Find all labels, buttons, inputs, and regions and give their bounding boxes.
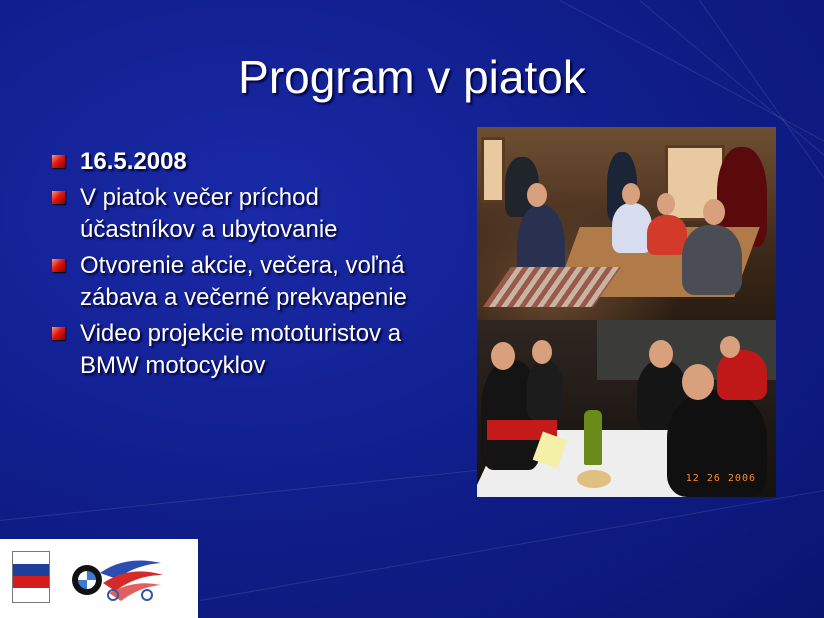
person [612,203,652,253]
bench [483,267,621,307]
person-head [657,193,675,215]
bullet-item [50,182,430,246]
bullet-text: V piatok večer príchod účastníkov a ubytovanie [80,184,338,243]
person-head [527,183,547,207]
person-head [682,364,714,400]
person-head [532,340,552,364]
slide-title: Program v piatok [238,51,586,103]
bullet-marker-icon [52,191,65,204]
club-emblem-icon [12,551,50,603]
bullet-list [50,146,430,386]
photo-datestamp: 12 26 2006 [685,473,756,484]
bullet-marker-icon [52,155,65,168]
person-head [720,336,740,358]
bottle [584,410,602,465]
person-head [491,342,515,370]
bullet-item [50,250,430,314]
motorcycle-swoosh-icon [95,553,165,603]
bullet-item [50,146,430,178]
person [647,215,687,255]
bullet-text: Video projekcie mototuristov a BMW motocyklov [80,320,402,379]
person [682,225,742,295]
logo-area [0,539,198,618]
bullet-text: Otvorenie akcie, večera, voľná zábava a večerné prekvapenie [80,252,407,311]
person [717,350,767,400]
bullet-text: 16.5.2008 [80,148,187,175]
photo-restaurant-dinner [477,320,776,497]
person-head [649,340,673,368]
bullet-marker-icon [52,259,65,272]
bread [577,470,611,488]
photo-cabin-dinner [477,127,776,320]
bullet-marker-icon [52,327,65,340]
bullet-item [50,318,430,382]
person-head [622,183,640,205]
background-ray [200,489,824,601]
window [481,137,505,203]
photo-collage [477,127,776,497]
person-head [703,199,725,225]
person [527,360,563,420]
